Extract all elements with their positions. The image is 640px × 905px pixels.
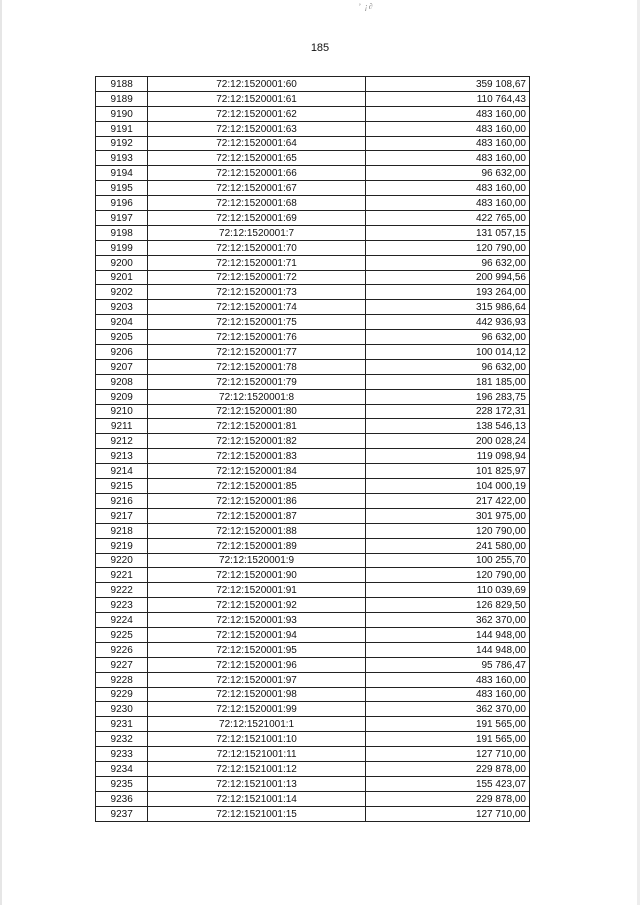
amount-cell: 100 014,12 [365,345,529,360]
row-number-cell: 9191 [96,121,148,136]
amount-cell: 362 370,00 [365,702,529,717]
cadastral-number-cell: 72:12:1520001:89 [148,538,366,553]
cadastral-number-cell: 72:12:1520001:67 [148,181,366,196]
row-number-cell: 9233 [96,747,148,762]
amount-cell: 229 878,00 [365,791,529,806]
table-row [96,434,530,449]
table-row [96,359,530,374]
cadastral-number-cell: 72:12:1520001:72 [148,270,366,285]
amount-cell: 96 632,00 [365,255,529,270]
table-row [96,300,530,315]
table-row [96,374,530,389]
table-row [96,761,530,776]
amount-cell: 120 790,00 [365,240,529,255]
table-row [96,345,530,360]
row-number-cell: 9196 [96,196,148,211]
table-row [96,568,530,583]
amount-cell: 181 185,00 [365,374,529,389]
row-number-cell: 9207 [96,359,148,374]
cadastral-number-cell: 72:12:1520001:61 [148,91,366,106]
amount-cell: 301 975,00 [365,508,529,523]
amount-cell: 483 160,00 [365,136,529,151]
row-number-cell: 9194 [96,166,148,181]
table-row [96,657,530,672]
cadastral-number-cell: 72:12:1520001:64 [148,136,366,151]
table-row [96,136,530,151]
cadastral-value-table [95,76,530,822]
cadastral-number-cell: 72:12:1520001:71 [148,255,366,270]
cadastral-number-cell: 72:12:1520001:81 [148,419,366,434]
cadastral-number-cell: 72:12:1521001:13 [148,776,366,791]
row-number-cell: 9219 [96,538,148,553]
amount-cell: 96 632,00 [365,359,529,374]
amount-cell: 96 632,00 [365,330,529,345]
table-row [96,747,530,762]
amount-cell: 144 948,00 [365,642,529,657]
handwritten-mark: ʼ ¡∂ [358,2,374,11]
amount-cell: 104 000,19 [365,479,529,494]
cadastral-number-cell: 72:12:1520001:98 [148,687,366,702]
cadastral-number-cell: 72:12:1520001:68 [148,196,366,211]
cadastral-number-cell: 72:12:1520001:69 [148,211,366,226]
table-row [96,240,530,255]
amount-cell: 131 057,15 [365,225,529,240]
row-number-cell: 9201 [96,270,148,285]
table-row [96,732,530,747]
cadastral-number-cell: 72:12:1520001:9 [148,553,366,568]
amount-cell: 483 160,00 [365,181,529,196]
cadastral-number-cell: 72:12:1520001:75 [148,315,366,330]
scan-edge-left [0,0,2,905]
table-row [96,77,530,92]
cadastral-number-cell: 72:12:1520001:60 [148,77,366,92]
table-row [96,91,530,106]
cadastral-number-cell: 72:12:1520001:88 [148,523,366,538]
amount-cell: 119 098,94 [365,449,529,464]
amount-cell: 110 039,69 [365,583,529,598]
amount-cell: 155 423,07 [365,776,529,791]
cadastral-number-cell: 72:12:1520001:82 [148,434,366,449]
table-row [96,553,530,568]
row-number-cell: 9209 [96,389,148,404]
table-row [96,270,530,285]
table-row [96,285,530,300]
row-number-cell: 9228 [96,672,148,687]
cadastral-number-cell: 72:12:1521001:10 [148,732,366,747]
table-row [96,389,530,404]
cadastral-number-cell: 72:12:1520001:91 [148,583,366,598]
row-number-cell: 9221 [96,568,148,583]
amount-cell: 127 710,00 [365,747,529,762]
table-row [96,255,530,270]
table-row [96,225,530,240]
cadastral-number-cell: 72:12:1520001:80 [148,404,366,419]
cadastral-number-cell: 72:12:1520001:90 [148,568,366,583]
table-row [96,315,530,330]
amount-cell: 191 565,00 [365,732,529,747]
row-number-cell: 9214 [96,464,148,479]
row-number-cell: 9204 [96,315,148,330]
cadastral-number-cell: 72:12:1520001:83 [148,449,366,464]
amount-cell: 241 580,00 [365,538,529,553]
amount-cell: 229 878,00 [365,761,529,776]
table-row [96,151,530,166]
row-number-cell: 9236 [96,791,148,806]
amount-cell: 126 829,50 [365,598,529,613]
table-row [96,166,530,181]
row-number-cell: 9235 [96,776,148,791]
table-row [96,479,530,494]
amount-cell: 217 422,00 [365,493,529,508]
table-row [96,523,530,538]
table-row [96,791,530,806]
cadastral-number-cell: 72:12:1520001:73 [148,285,366,300]
amount-cell: 95 786,47 [365,657,529,672]
row-number-cell: 9205 [96,330,148,345]
table-row [96,404,530,419]
amount-cell: 127 710,00 [365,806,529,821]
amount-cell: 442 936,93 [365,315,529,330]
amount-cell: 193 264,00 [365,285,529,300]
row-number-cell: 9195 [96,181,148,196]
table-row [96,419,530,434]
cadastral-number-cell: 72:12:1520001:62 [148,106,366,121]
row-number-cell: 9234 [96,761,148,776]
cadastral-number-cell: 72:12:1520001:85 [148,479,366,494]
table-row [96,583,530,598]
table-row [96,687,530,702]
cadastral-number-cell: 72:12:1520001:93 [148,613,366,628]
amount-cell: 200 028,24 [365,434,529,449]
table-row [96,717,530,732]
amount-cell: 110 764,43 [365,91,529,106]
row-number-cell: 9227 [96,657,148,672]
row-number-cell: 9189 [96,91,148,106]
amount-cell: 422 765,00 [365,211,529,226]
cadastral-number-cell: 72:12:1520001:97 [148,672,366,687]
amount-cell: 200 994,56 [365,270,529,285]
cadastral-number-cell: 72:12:1520001:96 [148,657,366,672]
amount-cell: 362 370,00 [365,613,529,628]
page-number: 185 [310,42,330,54]
amount-cell: 483 160,00 [365,687,529,702]
table-row [96,106,530,121]
row-number-cell: 9200 [96,255,148,270]
row-number-cell: 9190 [96,106,148,121]
cadastral-number-cell: 72:12:1520001:95 [148,642,366,657]
cadastral-number-cell: 72:12:1520001:84 [148,464,366,479]
cadastral-number-cell: 72:12:1520001:79 [148,374,366,389]
cadastral-number-cell: 72:12:1521001:14 [148,791,366,806]
row-number-cell: 9211 [96,419,148,434]
table-body [96,77,530,822]
table-row [96,672,530,687]
row-number-cell: 9231 [96,717,148,732]
cadastral-number-cell: 72:12:1520001:74 [148,300,366,315]
table-row [96,806,530,821]
amount-cell: 144 948,00 [365,627,529,642]
row-number-cell: 9208 [96,374,148,389]
amount-cell: 483 160,00 [365,151,529,166]
amount-cell: 483 160,00 [365,672,529,687]
amount-cell: 483 160,00 [365,196,529,211]
cadastral-number-cell: 72:12:1521001:12 [148,761,366,776]
row-number-cell: 9218 [96,523,148,538]
table-row [96,538,530,553]
row-number-cell: 9210 [96,404,148,419]
table-row [96,493,530,508]
row-number-cell: 9226 [96,642,148,657]
table-row [96,211,530,226]
row-number-cell: 9224 [96,613,148,628]
cadastral-number-cell: 72:12:1521001:1 [148,717,366,732]
amount-cell: 96 632,00 [365,166,529,181]
row-number-cell: 9215 [96,479,148,494]
cadastral-number-cell: 72:12:1520001:7 [148,225,366,240]
amount-cell: 120 790,00 [365,568,529,583]
row-number-cell: 9212 [96,434,148,449]
row-number-cell: 9223 [96,598,148,613]
amount-cell: 196 283,75 [365,389,529,404]
amount-cell: 120 790,00 [365,523,529,538]
row-number-cell: 9213 [96,449,148,464]
amount-cell: 191 565,00 [365,717,529,732]
table-row [96,508,530,523]
row-number-cell: 9217 [96,508,148,523]
table-row [96,330,530,345]
cadastral-number-cell: 72:12:1520001:70 [148,240,366,255]
row-number-cell: 9203 [96,300,148,315]
cadastral-number-cell: 72:12:1520001:94 [148,627,366,642]
row-number-cell: 9216 [96,493,148,508]
row-number-cell: 9229 [96,687,148,702]
amount-cell: 100 255,70 [365,553,529,568]
table-row [96,121,530,136]
amount-cell: 228 172,31 [365,404,529,419]
row-number-cell: 9192 [96,136,148,151]
table-row [96,196,530,211]
row-number-cell: 9232 [96,732,148,747]
cadastral-number-cell: 72:12:1520001:87 [148,508,366,523]
amount-cell: 138 546,13 [365,419,529,434]
cadastral-number-cell: 72:12:1520001:66 [148,166,366,181]
cadastral-number-cell: 72:12:1520001:65 [148,151,366,166]
row-number-cell: 9237 [96,806,148,821]
cadastral-number-cell: 72:12:1520001:86 [148,493,366,508]
row-number-cell: 9199 [96,240,148,255]
row-number-cell: 9206 [96,345,148,360]
table-row [96,702,530,717]
table-row [96,449,530,464]
table-row [96,627,530,642]
cadastral-number-cell: 72:12:1521001:11 [148,747,366,762]
row-number-cell: 9193 [96,151,148,166]
amount-cell: 483 160,00 [365,106,529,121]
row-number-cell: 9202 [96,285,148,300]
document-table [95,76,530,822]
cadastral-number-cell: 72:12:1520001:77 [148,345,366,360]
table-row [96,464,530,479]
table-row [96,613,530,628]
table-row [96,776,530,791]
table-row [96,642,530,657]
cadastral-number-cell: 72:12:1520001:76 [148,330,366,345]
row-number-cell: 9198 [96,225,148,240]
amount-cell: 359 108,67 [365,77,529,92]
table-row [96,181,530,196]
cadastral-number-cell: 72:12:1520001:92 [148,598,366,613]
row-number-cell: 9220 [96,553,148,568]
amount-cell: 483 160,00 [365,121,529,136]
row-number-cell: 9225 [96,627,148,642]
cadastral-number-cell: 72:12:1520001:99 [148,702,366,717]
row-number-cell: 9222 [96,583,148,598]
cadastral-number-cell: 72:12:1520001:8 [148,389,366,404]
row-number-cell: 9188 [96,77,148,92]
cadastral-number-cell: 72:12:1521001:15 [148,806,366,821]
row-number-cell: 9230 [96,702,148,717]
table-row [96,598,530,613]
amount-cell: 101 825,97 [365,464,529,479]
cadastral-number-cell: 72:12:1520001:78 [148,359,366,374]
cadastral-number-cell: 72:12:1520001:63 [148,121,366,136]
amount-cell: 315 986,64 [365,300,529,315]
row-number-cell: 9197 [96,211,148,226]
